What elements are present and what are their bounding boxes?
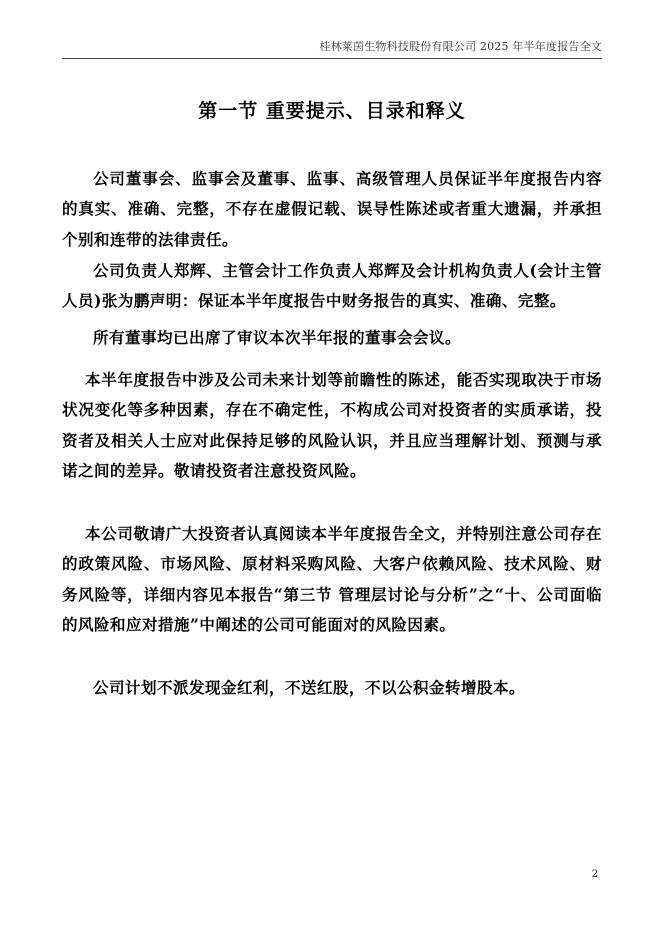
paragraph-risk-notice: 本公司敬请广大投资者认真阅读本半年度报告全文，并特别注意公司存在的政策风险、市场风险、原材料采购风险、大客户依赖风险、技术风险、财务风险等，详细内容见本报告“第三节 管理层讨论与分析”之“十、公司面临的风险和应对措施”中阐述的公司可能面对的风险因素。 [62,523,602,634]
running-header: 桂林莱茵生物科技股份有限公司 2025 年半年度报告全文 [319,40,602,53]
paragraph-officer-statement: 公司负责人郑辉、主管会计工作负责人郑辉及会计机构负责人(会计主管人员)张为鹏声明：保证本半年度报告中财务报告的真实、准确、完整。 [62,260,602,310]
header-divider [62,58,602,59]
paragraph-board-attendance: 所有董事均已出席了审议本次半年报的董事会会议。 [93,327,462,347]
paragraph-dividend-plan: 公司计划不派发现金红利，不送红股，不以公积金转增股本。 [93,677,526,697]
page-number: 2 [591,869,598,880]
paragraph-board-guarantee: 公司董事会、监事会及董事、监事、高级管理人员保证半年度报告内容的真实、准确、完整，不存在虚假记载、误导性陈述或者重大遗漏，并承担个别和连带的法律责任。 [62,168,602,249]
paragraph-forward-looking: 本半年度报告中涉及公司未来计划等前瞻性的陈述，能否实现取决于市场状况变化等多种因素，存在不确定性，不构成公司对投资者的实质承诺，投资者及相关人士应对此保持足够的风险认识，并且应当理解计划、预测与承诺之间的差异。敬请投资者注意投资风险。 [62,369,602,480]
section-title: 第一节 重要提示、目录和释义 [198,100,466,122]
